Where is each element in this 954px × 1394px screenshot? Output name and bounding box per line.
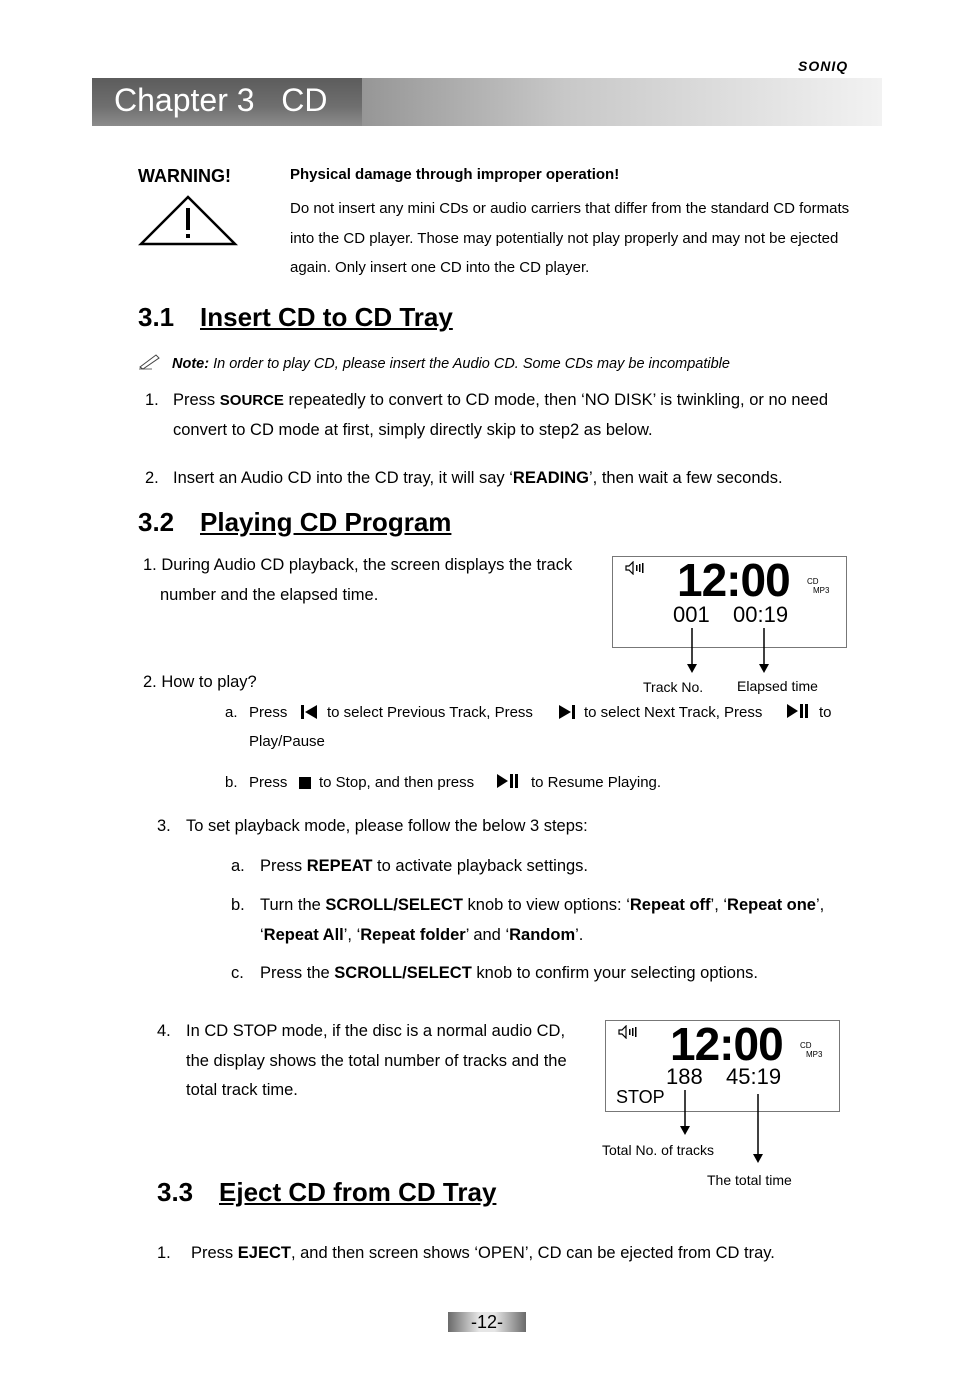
step-text <box>260 959 758 989</box>
step-text: In CD STOP mode, if the disc is a normal audio CD, the display shows the total number of tracks and the total track time. <box>186 1022 567 1099</box>
lcd-arrows <box>680 628 780 676</box>
step-text <box>260 852 588 882</box>
section-3-1-heading <box>138 302 453 333</box>
stop-icon <box>298 776 312 790</box>
note-pencil-icon <box>138 352 162 370</box>
text-run: ’, then wait a few seconds. <box>589 469 783 487</box>
lcd-total-tracks: 188 <box>666 1064 703 1089</box>
section-number: 3.2 <box>138 507 175 537</box>
caption-track-no: Track No. <box>643 679 704 695</box>
step-text <box>260 891 850 950</box>
text-run: knob to confirm your selecting options. <box>471 964 758 982</box>
sub-label: b. <box>225 774 238 791</box>
section-3-3-heading <box>157 1177 496 1208</box>
text-run: to Resume Playing. <box>531 774 662 791</box>
key-scroll-select: SCROLL/SELECT <box>334 964 472 982</box>
page-number: -12- <box>448 1312 526 1332</box>
text-run: Press <box>249 704 288 721</box>
caption-total-time: The total time <box>707 1172 792 1188</box>
text-run: knob to view options: ‘ <box>462 896 630 914</box>
step-number: 1. <box>157 1244 171 1262</box>
lcd-clock: 12:00 <box>677 554 790 606</box>
step-text: To set playback mode, please follow the below 3 steps: <box>186 817 588 835</box>
warning-label: WARNING! <box>138 166 231 186</box>
text-run: to activate playback settings. <box>372 857 588 875</box>
warning-heading: Physical damage through improper operation! <box>290 166 620 183</box>
text-run: ’, ‘ <box>260 896 825 944</box>
lcd-elapsed-time: 00:19 <box>733 602 789 627</box>
step-text <box>191 1239 851 1269</box>
play-pause-icon <box>786 703 810 719</box>
step-number: 1. <box>145 391 159 409</box>
sub-label: a. <box>231 857 245 875</box>
caption-total-tracks: Total No. of tracks <box>602 1142 715 1158</box>
warning-body: Do not insert any mini CDs or audio carriers that differ from the standard CD formats into the CD player. Those may potentially not play properly and may not be ejected again. Only insert one CD into the CD player. <box>290 200 850 276</box>
brand-logo: SONIQ <box>798 58 849 74</box>
speaker-icon <box>625 561 647 575</box>
text-run: Play/Pause <box>249 733 325 750</box>
text-run: Insert an Audio CD into the CD tray, it will say ‘ <box>173 469 513 487</box>
caption-elapsed-time: Elapsed time <box>737 678 818 694</box>
text-run: ’ and ‘ <box>465 925 510 944</box>
lcd-source-cd: CD <box>807 577 819 586</box>
text-run: repeatedly to convert to CD mode, then ‘NO DISK’ is twinkling, or no need convert to CD mode at first, simply directly skip to step2 as below. <box>173 391 829 439</box>
section-number: 3.1 <box>138 302 175 332</box>
key-eject: EJECT <box>237 1244 291 1262</box>
text-run: Press the <box>260 964 335 982</box>
text-run: Press <box>249 774 288 791</box>
step-text <box>173 386 833 445</box>
step-number: 4. <box>157 1022 171 1040</box>
warning-triangle-icon <box>138 194 238 248</box>
text-run: , and then screen shows ‘OPEN’, CD can be ejected from CD tray. <box>290 1244 775 1262</box>
text-run: to <box>819 704 832 721</box>
text-run: Press <box>191 1244 238 1262</box>
section-3-2-heading <box>138 507 451 538</box>
option-repeat-all: Repeat All <box>263 925 344 944</box>
text-run: ’. <box>575 925 584 944</box>
step-number: 3. <box>157 817 171 835</box>
step-text <box>173 464 853 494</box>
lcd-stop-label: STOP <box>616 1087 665 1107</box>
text-run: to select Previous Track, Press <box>327 704 533 721</box>
play-pause-icon <box>496 773 522 789</box>
section-title: Eject CD from CD Tray <box>219 1177 497 1207</box>
speaker-icon <box>618 1025 640 1039</box>
key-scroll-select: SCROLL/SELECT <box>325 896 463 914</box>
section-number: 3.3 <box>157 1177 194 1207</box>
key-source: SOURCE <box>219 392 284 409</box>
lcd-clock: 12:00 <box>670 1018 783 1070</box>
note-text: In order to play CD, please insert the Audio CD. Some CDs may be incompatible <box>209 356 730 372</box>
step-number: 2. <box>145 469 159 487</box>
next-track-icon <box>558 704 576 720</box>
section-title: Insert CD to CD Tray <box>200 302 453 332</box>
sub-label: a. <box>225 704 238 721</box>
option-random: Random <box>509 925 576 944</box>
option-repeat-folder: Repeat folder <box>360 925 466 944</box>
item-2: 2. How to play? <box>143 673 257 691</box>
sub-label: b. <box>231 896 245 914</box>
key-reading: READING <box>512 469 590 487</box>
option-repeat-one: Repeat one <box>727 896 816 914</box>
note-label: Note: <box>172 356 210 372</box>
lcd-track-number: 001 <box>673 602 710 627</box>
text-run: ’, ‘ <box>710 896 728 914</box>
text-run: Turn the <box>260 896 326 914</box>
key-repeat: REPEAT <box>306 857 373 875</box>
text-run: Press <box>260 857 307 875</box>
lcd-source-cd: CD <box>800 1041 812 1050</box>
prev-track-icon <box>300 704 318 720</box>
note <box>172 356 730 372</box>
lcd-source-mp3: MP3 <box>806 1050 823 1059</box>
sub-label: c. <box>231 964 244 982</box>
text-run: Press <box>173 391 220 409</box>
section-title: Playing CD Program <box>200 507 452 537</box>
lcd-total-time: 45:19 <box>726 1064 782 1089</box>
option-repeat-off: Repeat off <box>629 896 711 914</box>
lcd-source-mp3: MP3 <box>813 586 830 595</box>
item-1 <box>143 551 593 610</box>
text-run: to Stop, and then press <box>319 774 475 791</box>
item-text: 1. During Audio CD playback, the screen displays the track number and the elapsed time. <box>143 556 573 604</box>
chapter-title: Chapter 3 CD <box>114 82 328 118</box>
text-run: ’, ‘ <box>343 925 361 944</box>
text-run: to select Next Track, Press <box>584 704 763 721</box>
